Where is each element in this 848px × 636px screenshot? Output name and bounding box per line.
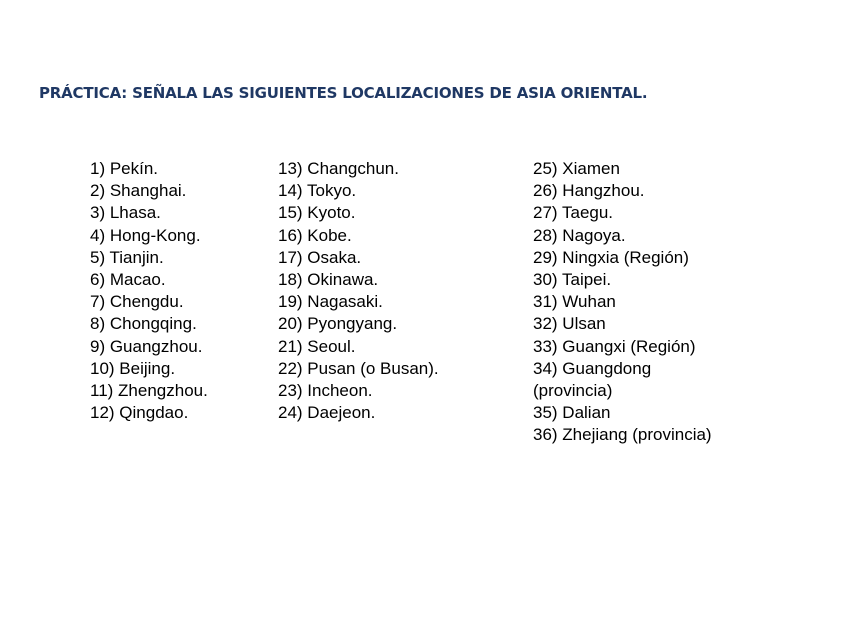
list-item: 9) Guangzhou. (90, 336, 203, 356)
list-item: 30) Taipei. (533, 270, 612, 290)
page-title: PRÁCTICA: SEÑALA LAS SIGUIENTES LOCALIZACIONES DE ASIA ORIENTAL. (39, 84, 648, 102)
locations-list-column-3 (533, 158, 712, 447)
list-item: 31) Wuhan (533, 292, 616, 312)
list-item: 12) Qingdao. (90, 403, 189, 423)
list-item: 13) Changchun. (278, 159, 399, 178)
list-item: 34) Guangdong (533, 358, 652, 378)
list-item: 29) Ningxia (Región) (533, 247, 689, 267)
list-item: 22) Pusan (o Busan). (278, 358, 439, 378)
list-item: (provincia) (533, 381, 613, 401)
list-item: 26) Hangzhou. (533, 181, 645, 201)
list-item: 28) Nagoya. (533, 225, 626, 245)
list-item: 23) Incheon. (278, 381, 373, 401)
list-item: 25) Xiamen (533, 159, 620, 178)
list-item: 16) Kobe. (278, 225, 352, 245)
list-item: 5) Tianjin. (90, 247, 164, 267)
list-item: 4) Hong-Kong. (90, 225, 201, 245)
list-item: 24) Daejeon. (278, 403, 376, 423)
list-item: 36) Zhejiang (provincia) (533, 425, 712, 445)
list-item: 14) Tokyo. (278, 181, 357, 201)
locations-list-column-2 (278, 158, 439, 424)
list-item: 18) Okinawa. (278, 270, 379, 290)
list-item: 11) Zhengzhou. (90, 381, 208, 401)
list-item: 35) Dalian (533, 403, 611, 423)
locations-list-column-1 (90, 158, 208, 424)
list-item: 2) Shanghai. (90, 181, 187, 201)
list-item: 8) Chongqing. (90, 314, 197, 334)
list-item: 3) Lhasa. (90, 203, 161, 223)
list-item: 6) Macao. (90, 270, 166, 290)
list-item: 17) Osaka. (278, 247, 362, 267)
list-item: 7) Chengdu. (90, 292, 184, 312)
list-item: 33) Guangxi (Región) (533, 336, 696, 356)
list-item: 19) Nagasaki. (278, 292, 383, 312)
list-item: 10) Beijing. (90, 358, 176, 378)
list-item: 27) Taegu. (533, 203, 614, 223)
list-item: 32) Ulsan (533, 314, 606, 334)
list-item: 21) Seoul. (278, 336, 356, 356)
list-item: 1) Pekín. (90, 159, 159, 178)
list-item: 15) Kyoto. (278, 203, 356, 223)
list-item: 20) Pyongyang. (278, 314, 398, 334)
